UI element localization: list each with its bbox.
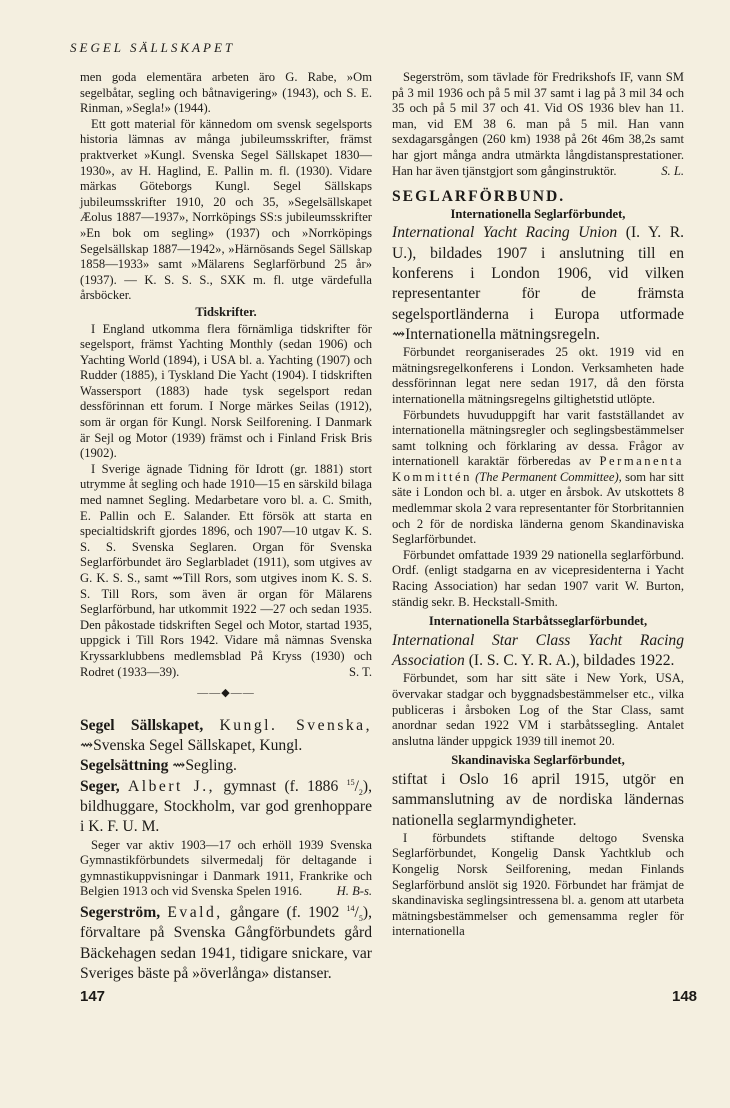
running-head: SEGEL SÄLLSKAPET bbox=[70, 40, 236, 55]
paragraph: Förbundet omfattade 1939 29 nationella seglarförbund. Ordf. (enligt stadgarna en av vicepresidenterna i Yacht Racing Association) har sedan 1907 varit W. Burton, ständig sekr. B. Heckstall-Smith. bbox=[392, 547, 684, 609]
entry-text: (I. Y. R. U.), bildades 1907 i anslutning till en konferens i London 1906, vid vilken representanter för de främsta segelsportländerna i Europa utformade ⇝Internationella mätningsregeln. bbox=[392, 224, 685, 343]
entry-text: gångare (f. 1902 bbox=[229, 903, 340, 921]
entry-headword: Segerström, bbox=[80, 903, 161, 921]
author-signature: S. L. bbox=[661, 163, 684, 178]
entry-lead bbox=[392, 223, 684, 345]
entry-segelsattning bbox=[80, 756, 372, 776]
entry-segerstrom: Segerström, Evald, gångare (f. 1902 $^{14}/_5$), förvaltare på Svenska Gångförbundets gård Bäckehagen sedan 1941, tidigare snickare, var Sveriges bäste på »överlånga» distanser. bbox=[80, 903, 372, 982]
paragraph: Förbundet, som har sitt säte i New York, USA, övervakar stadgar och byggnadsbestämmelser etc., vilka publiceras i årsboken Log of the Star Class, samt anordnar sedan 1922 VM i starbåtssegling. Antalet anslutna länder uppgick 1939 till inemot 20. bbox=[392, 671, 684, 748]
entry-headword: Segel Sällskapet, bbox=[80, 716, 204, 734]
page-number-left: 147 bbox=[80, 988, 106, 1005]
paragraph: I förbundets stiftande deltogo Svenska Seglarförbundet, Kongelig Dansk Yachtklub och Kongelig Norsk Seilforening, medan Finlands Seglarförbund anslöt sig 1920. Förbundet har främjat de skandinaviska seglingsintressena bl. a. genom att utarbeta mätningsbestämmelser och gemensamma regler för internationella bbox=[392, 830, 684, 939]
entry-segel-sallskapet bbox=[80, 716, 372, 757]
committee-name: Permanenta Kommittén bbox=[392, 454, 684, 484]
date-day: 14 bbox=[346, 903, 355, 913]
subheading-iyru: Internationella Seglarförbundet, bbox=[450, 206, 626, 221]
paragraph bbox=[392, 408, 684, 548]
paragraph-text: Förbundets huvuduppgift har varit fastställandet av internationella mätningsregler och seglingsbestämmelser samt tolkning och förklaring av dessa. Frågor av internationell karaktär förberedas av bbox=[392, 407, 684, 469]
english-name: International Yacht Racing Union bbox=[392, 224, 618, 242]
entry-text: (I. S. C. Y. R. A.), bildades 1922. bbox=[468, 652, 675, 670]
date-month: 2 bbox=[358, 787, 363, 797]
english-name: International Star Class Yacht Racing Association bbox=[392, 631, 684, 670]
paragraph bbox=[80, 838, 372, 900]
paragraph bbox=[392, 70, 684, 179]
entry-lead: stiftat i Oslo 16 april 1915, utgör en sammanslutning av de nordiska ländernas nationella seglarmyndigheter. bbox=[392, 770, 684, 829]
date-month: 5 bbox=[358, 914, 363, 924]
entry-text: gymnast (f. 1886 bbox=[223, 777, 339, 795]
page-number-right: 148 bbox=[672, 988, 698, 1005]
entry-headword: Seger, bbox=[80, 777, 120, 795]
paragraph bbox=[80, 462, 372, 680]
entry-headword: Segelsättning bbox=[80, 757, 169, 775]
subheading-skandinaviska: Skandinaviska Seglarförbundet, bbox=[451, 753, 625, 768]
paragraph: I England utkomma flera förnämliga tidskrifter för segelsport, främst Yachting Monthly (sedan 1906) och Yachting World (1894), i USA bl. a. Yachting (1907) och Rudder (1885), i Tyskland Die Yacht (1904). I tidskriften Wassersport (1883) hade tysk segelsport redan dessförinnan ett forum. I Norge märkes Seilas (1912), som är organ för Kungl. Norsk Seilforening. I Danmark är Sejl og Motor (1939) främst och i Finland Frisk Bris (1902). bbox=[80, 321, 372, 461]
entry-seger: Seger, Albert J., gymnast (f. 1886 $^{15}/_2$), bildhuggare, Stockholm, var god grenhoppare i K. F. U. M. bbox=[80, 777, 373, 836]
entry-name: Albert J., bbox=[128, 777, 216, 795]
entry-text: ), bildhuggare, Stockholm, var god grenhoppare i K. F. U. M. bbox=[80, 777, 373, 836]
paragraph: Ett gott material för kännedom om svensk segelsports historia lämnas av många jubileumsskrifter, främst praktverket »Kungl. Svenska Segel Sällskapet 1830—1930», av H. Haglind, E. Pallin m. fl. (1930). Vidare märkas Göteborgs Kungl. Segel Sällskaps jubileumsskrifter 1910, 20 och 35, »Segelsällskapet Æolus 1887—1937», Norrköpings SS:s jubileumsskrifter »En bok om segling» (1937) och »Norrköpings Segelsällskap 1887—1942», »Härnösands Segel Sällskap 1858—1933» samt »Mälarens Seglarförbund 25 år» (1937). — K. S. S. S., SXK m. fl. utge värdefulla årsböcker. bbox=[80, 116, 372, 303]
section-heading: SEGLARFÖRBUND. bbox=[392, 188, 566, 206]
subheading-tidskrifter: Tidskrifter. bbox=[195, 304, 257, 319]
entry-lead bbox=[392, 631, 684, 672]
right-column bbox=[392, 70, 684, 940]
paragraph-text: I Sverige ägnade Tidning för Idrott (gr. 1881) stort utrymme åt segling och hade 1910—15 en särskild bilaga med namnet Segling. Medarbetare voro bl. a. C. Smith, E. Pallin och E. Salander. Ett försök att starta en specialtidskrift gjordes 1896, och 1907—10 utgav K. S. S. S. Svenska Seglaren. Organ för Svenska Seglarförbundet äro Seglarbladet (1911), som utgives av G. K. S. S., samt ⇝Till Rors, som utgives inom K. S. S. S. Till Rors, som även är organ för Mälarens Seglarförbund, har utkommit 1922 —27 och sedan 1935. Den påkostade tidskriften Segel och Motor, startad 1935, uppgick i Till Rors 1942. Vidare må nämnas Svenska Kryssarklubbens medlemsblad På Kryss (1930) och Rodret (1933—39). bbox=[80, 461, 372, 679]
cross-reference: ⇝Svenska Segel Sällskapet, Kungl. bbox=[80, 737, 303, 755]
paragraph-text: Seger var aktiv 1903—17 och erhöll 1939 Svenska Gymnastikförbundets silvermedalj för deltagande i gymnastikuppvisningar i Danmark 1911, Frankrike och Belgien 1913 och vid Svenska Spelen 1916. bbox=[80, 837, 372, 899]
entry-name: Kungl. Svenska, bbox=[219, 716, 372, 734]
paragraph-text: Segerström, som tävlade för Fredrikshofs IF, vann SM på 3 mil 1936 och på 5 mil 37 samt i lag på 3 mil 34 och 35 och på 5 mil 37 och 41. Vid OS 1936 blev han 11. man, vid EM 38 6. man på 5 mil. Han vann sexdagarsgången (260 km) 1938 på 26t 46m 38,2s samt har gjort många andra utmärkta långdistansprestationer. Han har även tjänstgjort som gånginstruktör. bbox=[392, 70, 684, 178]
cross-reference: ⇝Segling. bbox=[172, 757, 237, 775]
author-signature: H. B-s. bbox=[336, 884, 372, 899]
paragraph: Förbundet reorganiserades 25 okt. 1919 vid en mätningsregelkonferens i London. Verksamheten hade dessförinnan legat nere sedan 1917, då den första internationella mätningsregelns giltighetstid utlöpte. bbox=[392, 345, 684, 406]
paragraph-text: som har sitt säte i London och bl. a. utger en årsbok. Av utskottets 8 medlemmar skola 2 vara representanter för Storbritannien och 2 för de nordiska länderna genom Skandinaviska Seglarförbundet. bbox=[392, 469, 684, 547]
entry-name: Evald, bbox=[167, 903, 223, 921]
committee-english-name: (The Permanent Committee), bbox=[475, 469, 622, 484]
date-day: 15 bbox=[346, 777, 355, 787]
author-signature: S. T. bbox=[349, 664, 372, 679]
section-divider: ——◆—— bbox=[197, 687, 255, 700]
paragraph: men goda elementära arbeten äro G. Rabe, »Om segelbåtar, segling och båtnavigering» (1943), och S. E. Rinman, »Segla!» (1944). bbox=[80, 70, 372, 116]
entry-text: ), förvaltare på Svenska Gångförbundets gård Bäckehagen sedan 1941, tidigare snickare, var Sveriges bäste på »överlånga» distanser. bbox=[80, 903, 372, 982]
subheading-star: Internationella Starbåtsseglarförbundet, bbox=[428, 614, 648, 629]
left-column bbox=[80, 70, 372, 984]
